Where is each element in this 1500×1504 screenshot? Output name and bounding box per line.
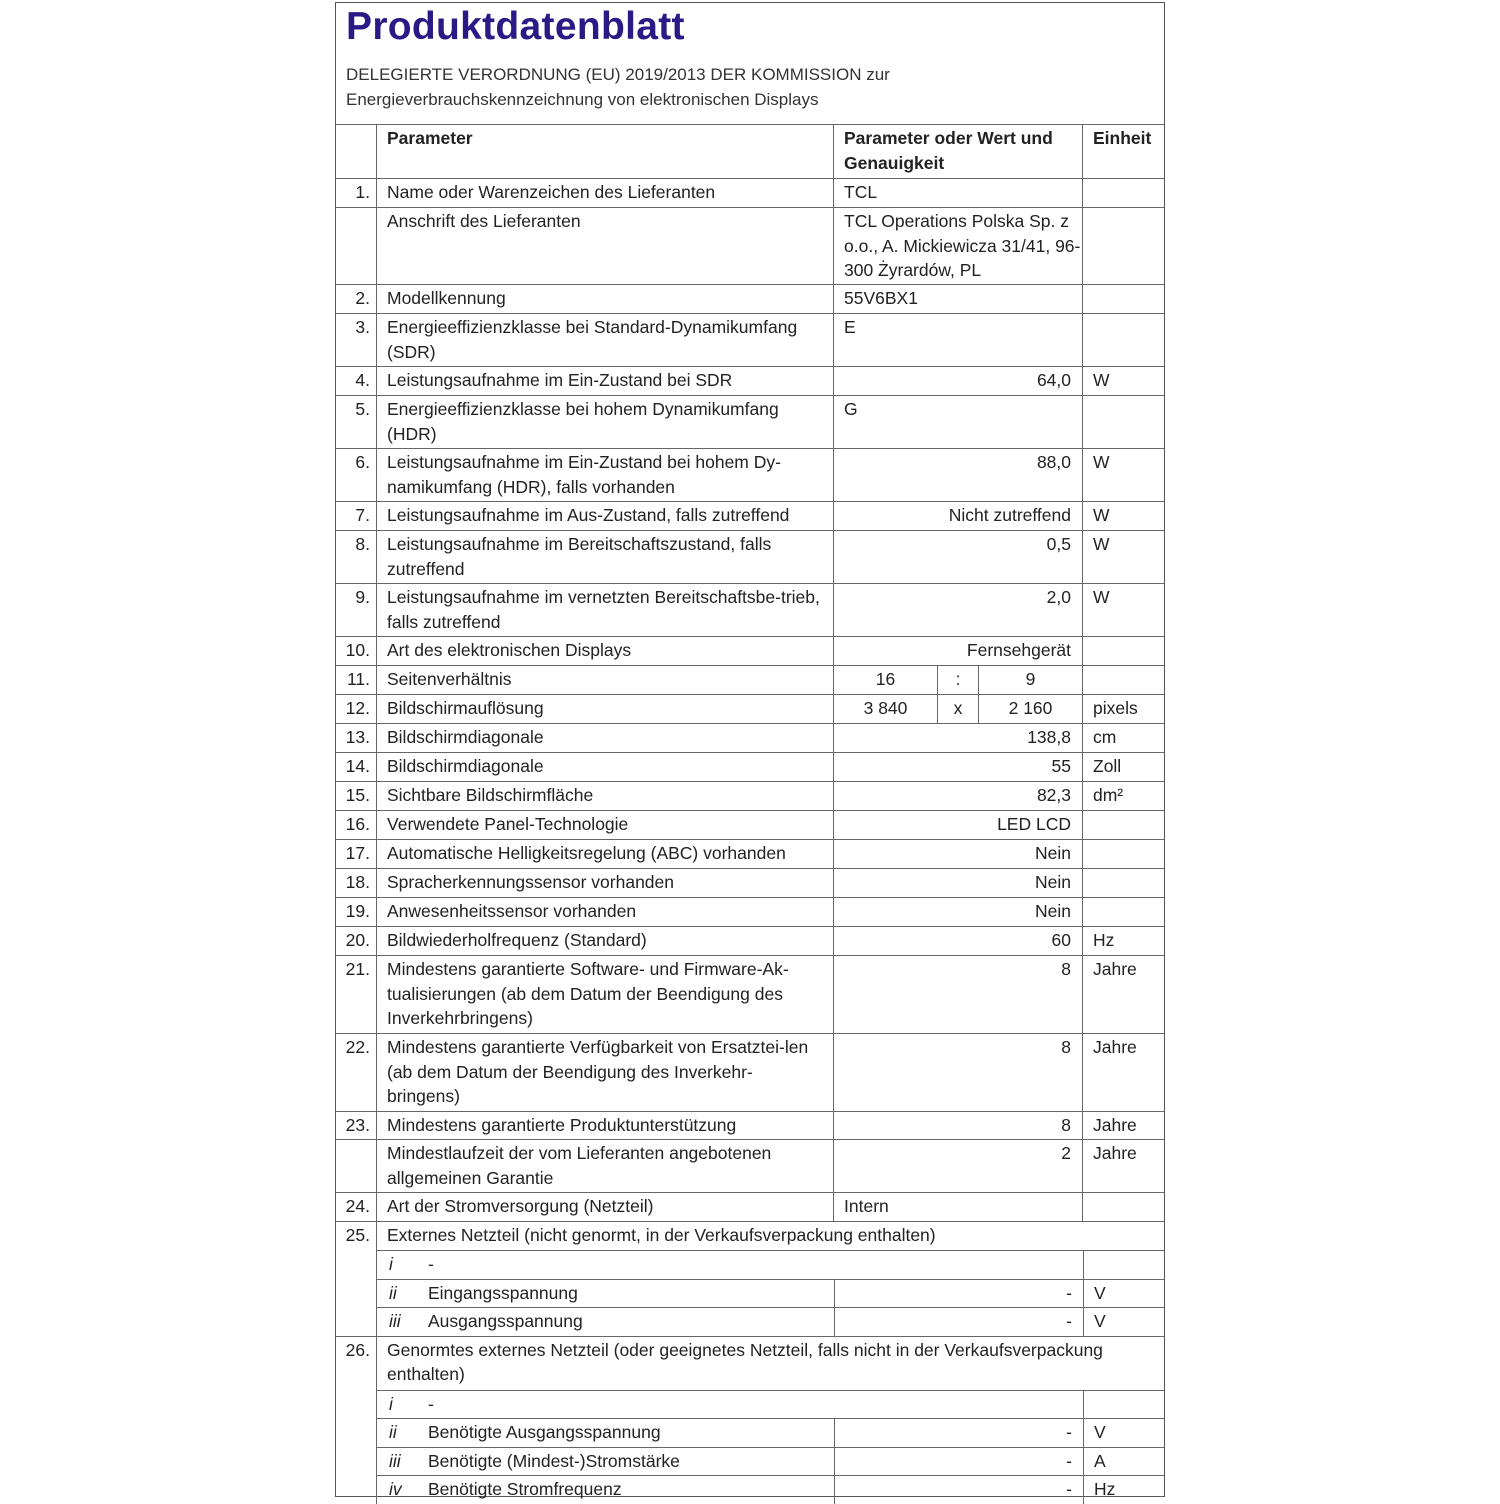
- sub-item-label: Benötigte Ausgangsspannung: [428, 1422, 661, 1442]
- row-number: 12.: [345, 698, 370, 718]
- sub-item-value: -: [834, 1308, 1083, 1336]
- row-number: 24.: [345, 1196, 370, 1216]
- row-value-separator: :: [937, 666, 978, 694]
- sub-item-index: iii: [389, 1311, 401, 1331]
- row-value: TCL: [833, 179, 1082, 207]
- row-number: 17.: [345, 843, 370, 863]
- row-number: 8.: [355, 534, 370, 554]
- row-label: Energieeffizienzklasse bei Standard-Dynamikumfang (SDR): [376, 314, 833, 366]
- row-unit: Hz: [1082, 927, 1165, 955]
- data-table: [335, 124, 1165, 1497]
- row-number: 13.: [345, 727, 370, 747]
- row-unit: [1082, 869, 1165, 897]
- row-unit: [1082, 840, 1165, 868]
- table-row: [335, 752, 1165, 781]
- row-number: 20.: [345, 930, 370, 950]
- row-label: Bildwiederholfrequenz (Standard): [376, 927, 833, 955]
- table-row: [335, 583, 1165, 636]
- row-label: Mindestens garantierte Software- und Firmware-Ak-tualisierungen (ab dem Datum der Beendigung des Inverkehrbringens): [376, 956, 833, 1033]
- table-row: [335, 897, 1165, 926]
- row-label: Anschrift des Lieferanten: [376, 208, 833, 284]
- table-row: [335, 1111, 1165, 1139]
- page-title: Produktdatenblatt: [346, 5, 685, 48]
- sub-item-unit: [1083, 1391, 1166, 1419]
- row-number: 9.: [355, 587, 370, 607]
- table-row: [335, 1139, 1165, 1192]
- sub-item-unit: V: [1083, 1308, 1166, 1336]
- row-unit: Jahre: [1082, 956, 1165, 1033]
- row-value: 55: [833, 753, 1082, 781]
- sub-item-row: [376, 1307, 1165, 1336]
- sub-item-index: iv: [389, 1479, 402, 1499]
- row-label: Leistungsaufnahme im Bereitschaftszustand, falls zutreffend: [376, 531, 833, 583]
- row-number: 15.: [345, 785, 370, 805]
- row-value: E: [833, 314, 1082, 366]
- row-value: Nein: [833, 869, 1082, 897]
- row-value: 64,0: [833, 367, 1082, 395]
- row-label: Art des elektronischen Displays: [376, 637, 833, 665]
- row-number: 19.: [345, 901, 370, 921]
- row-unit: W: [1082, 502, 1165, 530]
- sub-item-label: Ausgangsspannung: [428, 1311, 583, 1331]
- table-row: [335, 781, 1165, 810]
- row-label: Verwendete Panel-Technologie: [376, 811, 833, 839]
- row-number: 4.: [355, 370, 370, 390]
- row-number: 7.: [355, 505, 370, 525]
- table-row: [335, 665, 1165, 694]
- table-row: [335, 448, 1165, 501]
- row-value: 55V6BX1: [833, 285, 1082, 313]
- sub-item-index: ii: [389, 1282, 397, 1303]
- header-unit: Einheit: [1082, 125, 1165, 178]
- row-label: Bildschirmdiagonale: [376, 753, 833, 781]
- sub-item-label: Benötigte (Mindest-)Stromstärke: [428, 1450, 680, 1471]
- row-value: Nicht zutreffend: [833, 502, 1082, 530]
- table-row: [335, 723, 1165, 752]
- row-label: Art der Stromversorgung (Netzteil): [376, 1193, 833, 1221]
- row-unit: [1082, 637, 1165, 665]
- row-label: Energieeffizienzklasse bei hohem Dynamikumfang (HDR): [376, 396, 833, 448]
- row-value: Fernsehgerät: [833, 637, 1082, 665]
- row-number: [335, 1140, 376, 1192]
- row-value-2: 2 160: [978, 695, 1082, 723]
- table-row: [335, 178, 1165, 207]
- row-number: 1.: [355, 182, 370, 202]
- row-value: 88,0: [833, 449, 1082, 501]
- table-row: [335, 694, 1165, 723]
- sub-item-row: [376, 1418, 1165, 1447]
- row-unit: [1082, 1193, 1165, 1221]
- row-value: Nein: [833, 840, 1082, 868]
- sub-item-label: Eingangsspannung: [428, 1282, 578, 1303]
- row-unit: [1082, 179, 1165, 207]
- sub-item-unit: Hz: [1083, 1476, 1166, 1504]
- row-label: Automatische Helligkeitsregelung (ABC) vorhanden: [376, 840, 833, 868]
- sub-item-value: -: [834, 1280, 1083, 1308]
- table-row: [335, 284, 1165, 313]
- table-row: [335, 810, 1165, 839]
- row-number: 2.: [355, 288, 370, 308]
- table-row: [335, 530, 1165, 583]
- section25-number: 25.: [345, 1225, 370, 1245]
- sub-item-index: i: [389, 1254, 393, 1274]
- header-num: [335, 125, 376, 178]
- sub-item-row: [376, 1447, 1165, 1476]
- sub-item-unit: [1083, 1251, 1166, 1279]
- row-label: Name oder Warenzeichen des Lieferanten: [376, 179, 833, 207]
- row-number: 16.: [345, 814, 370, 834]
- row-unit: W: [1082, 584, 1165, 636]
- row-unit: dm²: [1082, 782, 1165, 810]
- row-unit: [1082, 811, 1165, 839]
- row-number: 14.: [345, 756, 370, 776]
- row-value: 2,0: [833, 584, 1082, 636]
- row-unit: Jahre: [1082, 1112, 1165, 1139]
- sub-item-value: -: [834, 1419, 1083, 1447]
- table-row: [335, 839, 1165, 868]
- row-label: Anwesenheitssensor vorhanden: [376, 898, 833, 926]
- row-value-separator: x: [937, 695, 978, 723]
- row-label: Sichtbare Bildschirmfläche: [376, 782, 833, 810]
- table-header: [335, 124, 1165, 178]
- product-data-sheet: [335, 2, 1165, 1497]
- row-value-1: 16: [833, 666, 937, 694]
- section26-heading: [335, 1336, 1165, 1390]
- row-unit: W: [1082, 531, 1165, 583]
- header-value: Parameter oder Wert und Genauigkeit: [833, 125, 1082, 178]
- sub-item-row: [376, 1250, 1165, 1279]
- sub-item-row: [376, 1390, 1165, 1419]
- section25-heading: [335, 1221, 1165, 1250]
- row-unit: Jahre: [1082, 1140, 1165, 1192]
- row-unit: W: [1082, 449, 1165, 501]
- row-value: LED LCD: [833, 811, 1082, 839]
- row-number: [335, 208, 376, 284]
- sub-item-index: i: [389, 1393, 393, 1414]
- row-value: 8: [833, 1034, 1082, 1111]
- regulation-subtitle: DELEGIERTE VERORDNUNG (EU) 2019/2013 DER KOMMISSION zur Energieverbrauchskennzeichnung von elektronischen Displays: [346, 65, 890, 109]
- row-value: G: [833, 396, 1082, 448]
- table-row: [335, 868, 1165, 897]
- sub-item-index: iii: [389, 1450, 401, 1471]
- row-value: 138,8: [833, 724, 1082, 752]
- row-unit: [1082, 666, 1165, 694]
- sub-item-label: -: [428, 1393, 434, 1414]
- row-value: 8: [833, 956, 1082, 1033]
- row-unit: [1082, 208, 1165, 284]
- row-number: 22.: [345, 1037, 370, 1057]
- table-row: [335, 1192, 1165, 1221]
- row-label: Modellkennung: [376, 285, 833, 313]
- sub-item-value: -: [834, 1448, 1083, 1476]
- row-label: Leistungsaufnahme im Aus-Zustand, falls zutreffend: [376, 502, 833, 530]
- sub-item-row: [376, 1475, 1165, 1504]
- sub-item-index: ii: [389, 1422, 397, 1442]
- row-unit: Zoll: [1082, 753, 1165, 781]
- row-unit: cm: [1082, 724, 1165, 752]
- row-unit: Jahre: [1082, 1034, 1165, 1111]
- row-label: Spracherkennungssensor vorhanden: [376, 869, 833, 897]
- row-value: 82,3: [833, 782, 1082, 810]
- row-number: 10.: [345, 640, 370, 660]
- table-row: [335, 501, 1165, 530]
- sub-item-label: Benötigte Stromfrequenz: [428, 1479, 622, 1499]
- row-value: 0,5: [833, 531, 1082, 583]
- row-number: 5.: [355, 399, 370, 419]
- row-label: Mindestens garantierte Verfügbarkeit von Ersatztei-len (ab dem Datum der Beendigung des Inverkehr-bringens): [376, 1034, 833, 1111]
- row-label: Bildschirmdiagonale: [376, 724, 833, 752]
- row-number: 23.: [345, 1115, 370, 1135]
- table-row: [335, 636, 1165, 665]
- row-number: 18.: [345, 872, 370, 892]
- row-value: Nein: [833, 898, 1082, 926]
- row-unit: [1082, 898, 1165, 926]
- section26-number: 26.: [345, 1339, 370, 1360]
- row-value: 2: [833, 1140, 1082, 1192]
- sub-item-value: -: [834, 1476, 1083, 1504]
- table-row: [335, 1033, 1165, 1111]
- row-unit: pixels: [1082, 695, 1165, 723]
- sub-item-label: -: [428, 1254, 434, 1274]
- row-value: 60: [833, 927, 1082, 955]
- section26-label: Genormtes externes Netzteil (oder geeignetes Netzteil, falls nicht in der Verkaufsverpackung enthalten): [376, 1337, 1165, 1390]
- table-row: [335, 207, 1165, 284]
- row-unit: [1082, 314, 1165, 366]
- sub-item-unit: V: [1083, 1280, 1166, 1308]
- row-value-2: 9: [978, 666, 1082, 694]
- row-label: Bildschirmauflösung: [376, 695, 833, 723]
- row-unit: [1082, 396, 1165, 448]
- row-number: 11.: [346, 669, 370, 689]
- sub-item-unit: A: [1083, 1448, 1166, 1476]
- row-value-1: 3 840: [833, 695, 937, 723]
- row-number: 6.: [355, 452, 370, 472]
- row-value: 8: [833, 1112, 1082, 1139]
- row-value: Intern: [833, 1193, 1082, 1221]
- row-value: TCL Operations Polska Sp. z o.o., A. Mickiewicza 31/41, 96-300 Żyrardów, PL: [833, 208, 1082, 284]
- table-row: [335, 313, 1165, 366]
- row-unit: [1082, 285, 1165, 313]
- row-number: 3.: [355, 317, 370, 337]
- table-row: [335, 395, 1165, 448]
- section25-label: Externes Netzteil (nicht genormt, in der Verkaufsverpackung enthalten): [376, 1222, 1165, 1250]
- row-label: Seitenverhältnis: [376, 666, 833, 694]
- row-label: Leistungsaufnahme im Ein-Zustand bei SDR: [376, 367, 833, 395]
- sub-item-row: [376, 1279, 1165, 1308]
- table-row: [335, 955, 1165, 1033]
- sub-item-unit: V: [1083, 1419, 1166, 1447]
- table-row: [335, 926, 1165, 955]
- header-parameter: Parameter: [376, 125, 833, 178]
- section25-number-spacer: [335, 1250, 376, 1336]
- row-label: Leistungsaufnahme im vernetzten Bereitschaftsbe-trieb, falls zutreffend: [376, 584, 833, 636]
- row-unit: W: [1082, 367, 1165, 395]
- row-label: Leistungsaufnahme im Ein-Zustand bei hohem Dy-namikumfang (HDR), falls vorhanden: [376, 449, 833, 501]
- row-label: Mindestens garantierte Produktunterstützung: [376, 1112, 833, 1139]
- section26-number-spacer: [335, 1390, 376, 1504]
- row-number: 21.: [345, 959, 370, 979]
- table-row: [335, 366, 1165, 395]
- row-label: Mindestlaufzeit der vom Lieferanten angebotenen allgemeinen Garantie: [376, 1140, 833, 1192]
